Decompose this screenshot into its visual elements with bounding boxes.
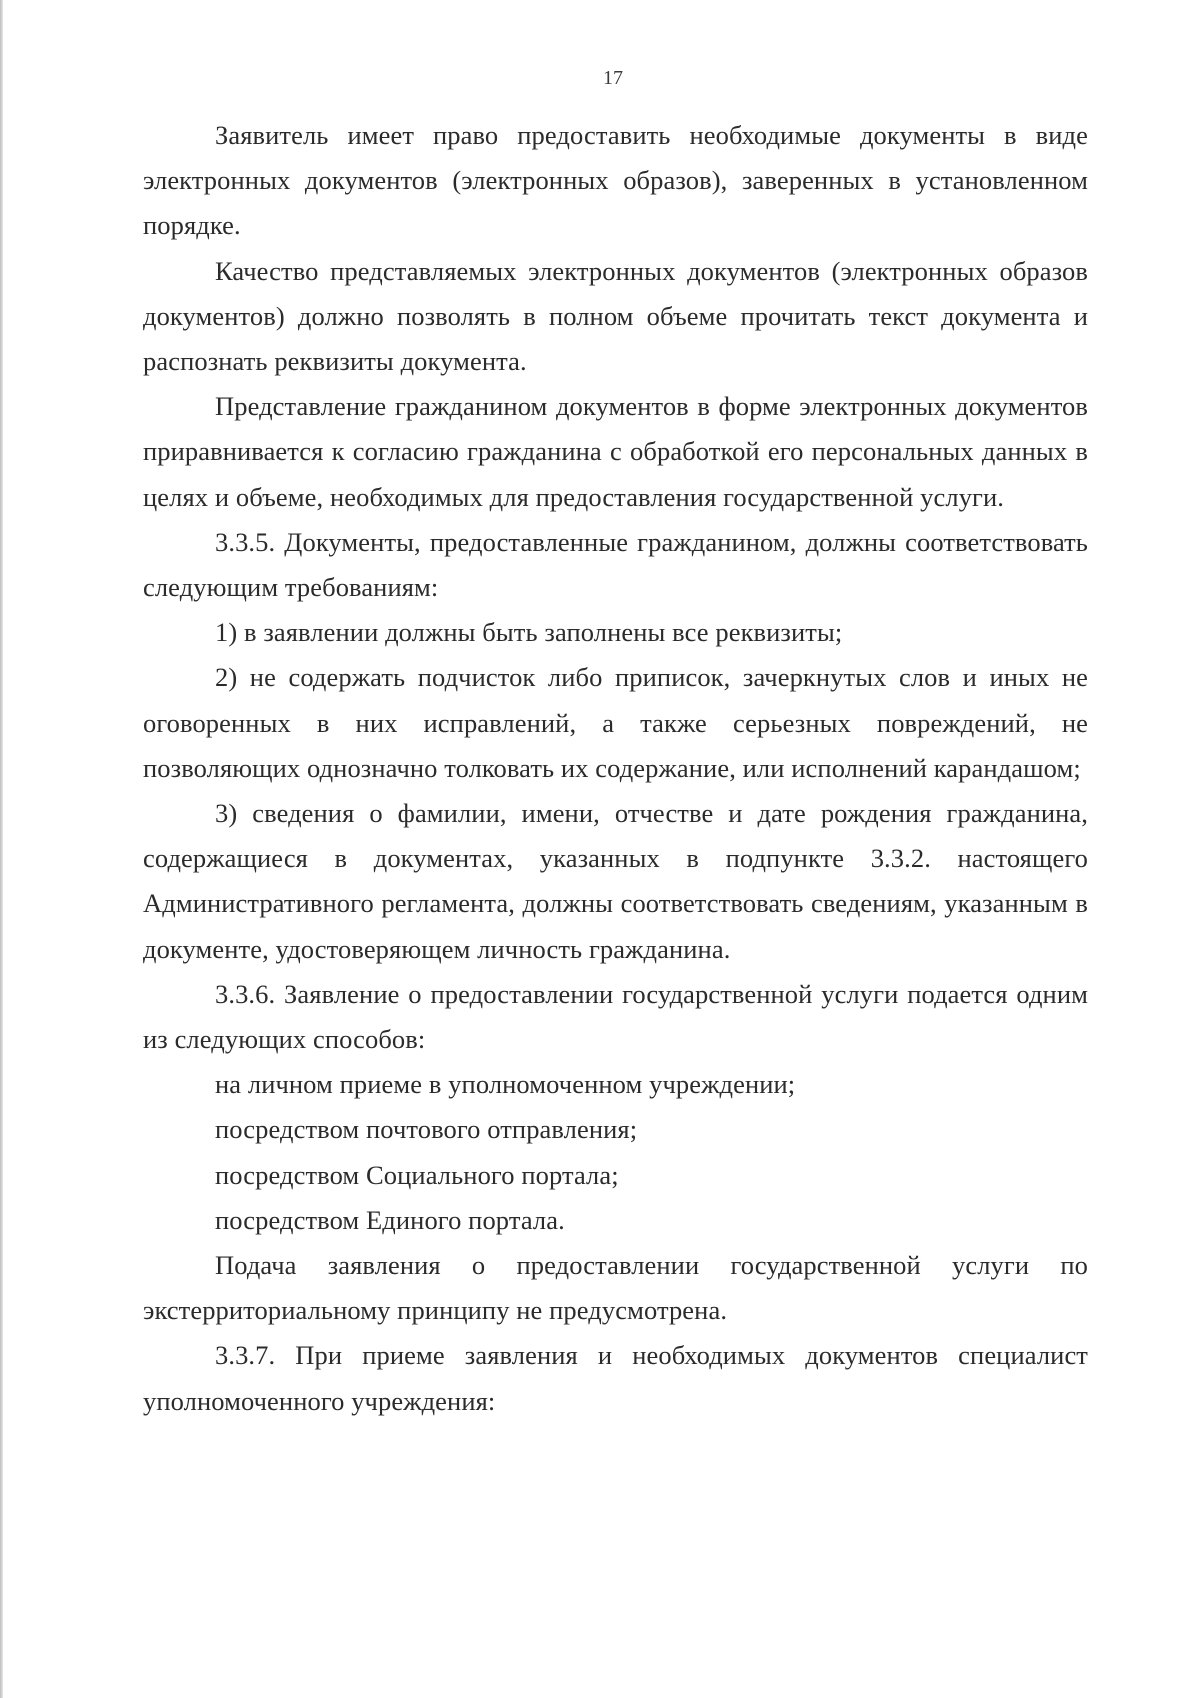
paragraph-consent: Представление гражданином документов в форме электронных документов приравнивается к согласию гражданина с обработкой его персональных данных в целях и объеме, необходимых для предоставления государственной услуги.	[143, 391, 1088, 512]
paragraph-applicant-right: Заявитель имеет право предоставить необходимые документы в виде электронных документов (электронных образов), заверенных в установленном порядке.	[143, 120, 1088, 241]
submission-method-4: посредством Единого портала.	[215, 1204, 565, 1235]
scan-edge	[0, 0, 3, 1698]
submission-method-2: посредством почтового отправления;	[215, 1114, 638, 1145]
paragraph-document-quality: Качество представляемых электронных документов (электронных образов документов) должно позволять в полном объеме прочитать текст документа и распознать реквизиты документа.	[143, 255, 1088, 377]
submission-method-3: посредством Социального портала;	[215, 1159, 619, 1190]
document-body	[143, 113, 1088, 1424]
requirement-item-3: 3) сведения о фамилии, имени, отчестве и дате рождения гражданина, содержащиеся в документах, указанных в подпункте 3.3.2. настоящего Административного регламента, должны соответствовать сведениям, указанным в документе, удостоверяющем личность гражданина.	[143, 798, 1088, 964]
paragraph-3-3-6: 3.3.6. Заявление о предоставлении государственной услуги подается одним из следующих способов:	[143, 978, 1088, 1055]
requirement-item-1: 1) в заявлении должны быть заполнены все реквизиты;	[215, 617, 843, 648]
paragraph-3-3-7: 3.3.7. При приеме заявления и необходимых документов специалист уполномоченного учреждения:	[143, 1340, 1088, 1416]
page-number: 17	[603, 67, 623, 89]
paragraph-extraterritorial: Подача заявления о предоставлении государственной услуги по экстерриториальному принципу не предусмотрена.	[143, 1250, 1088, 1326]
paragraph-3-3-5: 3.3.5. Документы, предоставленные гражданином, должны соответствовать следующим требованиям:	[143, 526, 1088, 603]
requirement-item-2: 2) не содержать подчисток либо приписок, зачеркнутых слов и иных не оговоренных в них исправлений, а также серьезных повреждений, не позволяющих однозначно толковать их содержание, или исполнений карандашом;	[143, 662, 1088, 783]
submission-method-1: на личном приеме в уполномоченном учреждении;	[215, 1069, 796, 1100]
